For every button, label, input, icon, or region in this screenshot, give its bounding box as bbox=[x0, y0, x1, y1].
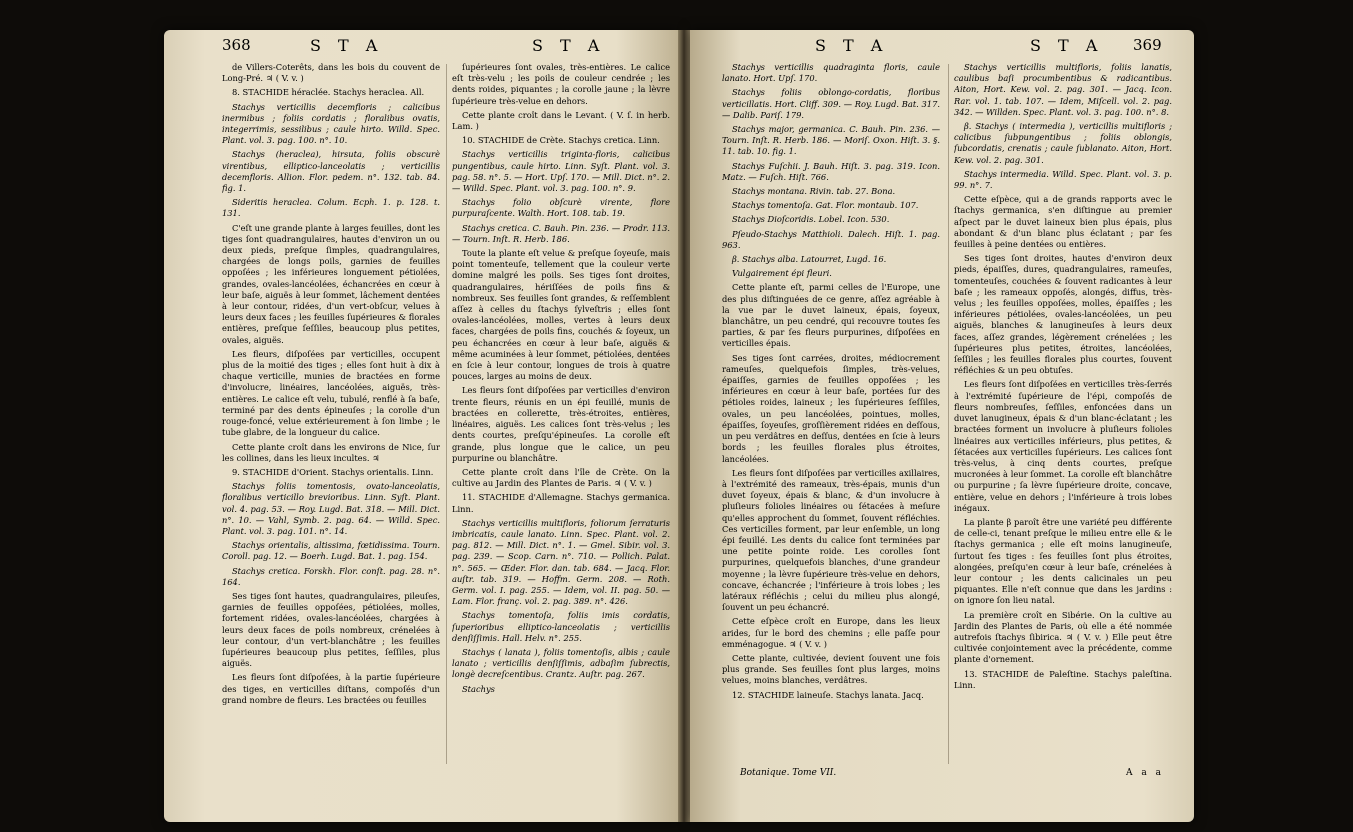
paragraph: Cette plante eſt, parmi celles de l'Europe, une des plus diſtinguées de ce genre, aſſez agréable à la vue par le duvet laineux, épais, ſoyeux, blanchâtre, un peu cendré, qui recouvre toutes ſes parties, & par ſes fleurs purpurines, diſpoſées en verticilles épais. bbox=[722, 282, 940, 349]
paragraph: Stachys tomentoſa, foliis imis cordatis, ſuperioribus elliptico-lanceolatis ; verticillis denſiſſimis. Hall. Helv. n°. 255. bbox=[452, 610, 670, 643]
paragraph: Stachys montana. Rivin. tab. 27. Bona. bbox=[732, 186, 896, 197]
paragraph: Stachys folio obſcurè virente, flore purpuraſcente. Walth. Hort. 108. tab. 19. bbox=[452, 197, 670, 219]
paragraph: Cette plante croît dans l'île de Crète. On la cultive au Jardin des Plantes de Paris. ♃ ( V. v. ) bbox=[452, 466, 670, 489]
paragraph: Stachys Dioſcoridis. Lobel. Icon. 530. bbox=[732, 214, 890, 225]
right-running-head: S T A bbox=[1030, 36, 1104, 55]
paragraph: Stachys verticillis multifloris, foliis lanatis, caulibus baſi procumbentibus & radicantibus. Aiton, Hort. Kew. vol. 2. pag. 301. — Jacq. Icon. Rar. vol. 1. tab. 107. — Idem, Miſcell. vol. 2. pag. 342. — Willden. Spec. Plant. vol. 3. pag. 100. n°. 8. bbox=[954, 62, 1172, 117]
right-page-footer: Botanique. Tome VII. bbox=[740, 768, 837, 778]
left-page-header bbox=[222, 36, 662, 60]
paragraph: Sideritis heraclea. Colum. Ecph. 1. p. 128. t. 131. bbox=[222, 197, 440, 219]
paragraph: Pſeudo-Stachys Matthioli. Dalech. Hiſt. 1. pag. 963. bbox=[722, 228, 940, 250]
left-running-head-second: S T A bbox=[532, 36, 606, 55]
paragraph: Stachys verticillis decemfloris ; calicibus inermibus ; foliis cordatis ; floralibus ovatis, integerrimis, sessilibus ; caule hirto. Willd. Spec. Plant. vol. 3. pag. 100. n°. 10. bbox=[222, 101, 440, 146]
paragraph: Les fleurs ſont diſpoſées, à la partie ſupérieure des tiges, en verticilles diſtans, compoſés d'un grand nombre de fleurs. Les bractées ou feuilles bbox=[222, 672, 440, 705]
paragraph: Stachys intermedia. Willd. Spec. Plant. vol. 3. p. 99. n°. 7. bbox=[954, 168, 1172, 191]
right-column-2 bbox=[954, 62, 1172, 752]
paragraph: Stachys ( lanata ), foliis tomentoſis, albis ; caule lanato ; verticillis denſiſſimis, adbaſim ſubrectis, longè decreſcentibus. Crantz. Auſtr. pag. 267. bbox=[452, 646, 670, 680]
paragraph: C'eſt une grande plante à larges feuilles, dont les tiges ſont quadrangulaires, hautes d'environ un ou deux pieds, preſque ſimples, quadrangulaires, chargées de longs poils, garnies de feuilles oppoſées ; les inférieures longuement pétiolées, grandes, ovales-lancéolées, échancrées en cœur à leur baſe, aiguës à leur ſommet, lâchement dentées à leur contour, ridées, d'un vert-obſcur, velues à leurs deux faces ; les feuilles ſupérieures & florales entières, preſque ſeſſiles, beaucoup plus petites, ovales, aiguës. bbox=[222, 222, 440, 345]
left-column-rule bbox=[446, 64, 447, 764]
paragraph: Les fleurs ſont diſpoſées par verticilles d'environ trente fleurs, réunis en un épi feuillé, munis de bractées en collerette, très-étroites, entières, linéaires, aiguës. Les calices ſont très-velus ; les dents courtes, preſqu'épineuſes. La corolle eſt grande, plus longue que le calice, un peu purpurine ou blanchâtre. bbox=[452, 385, 670, 463]
right-running-head-first: S T A bbox=[815, 36, 889, 55]
paragraph: Cette eſpèce croît en Europe, dans les lieux arides, ſur le bord des chemins ; elle paſſe pour emménagogue. ♃ ( V. v. ) bbox=[722, 616, 940, 649]
paragraph: Les fleurs, diſpoſées par verticilles, occupent plus de la moitié des tiges ; elles ſont huit à dix à chaque verticille, munies de bractées en forme d'involucre, linéaires, lancéolées, aiguës, très-entières. Le calice eſt velu, tubulé, renflé à ſa baſe, terminé par des dents épineuſes ; la corolle d'un rouge-foncé, velue extérieurement à ſon limbe ; le tube glabre, de la longueur du calice. bbox=[222, 348, 440, 438]
paragraph: 11. STACHIDE d'Allemagne. Stachys germanica. Linn. bbox=[452, 492, 670, 514]
paragraph: Stachys verticillis triginta-floris, calicibus pungentibus, caule hirto. Linn. Syſt. Plant. vol. 3. pag. 58. n°. 5. — Hort. Upſ. 170. — Mill. Dict. n°. 2. — Willd. Spec. Plant. vol. 3. pag. 100. n°. 9. bbox=[452, 149, 670, 194]
paragraph: 9. STACHIDE d'Orient. Stachys orientalis. Linn. bbox=[232, 466, 434, 477]
paragraph: La première croît en Sibérie. On la cultive au Jardin des Plantes de Paris, où elle a été nommée autrefois ſtachys ſibirica. ♃ ( V. v. ) Elle peut être cultivée conjointement avec la précédente, comme plante d'ornement. bbox=[954, 609, 1172, 665]
paragraph: Cette plante, cultivée, devient ſouvent une fois plus grande. Ses feuilles ſont plus larges, moins velues, moins blanches, verdâtres. bbox=[722, 652, 940, 686]
paragraph: ſupérieures ſont ovales, très-entières. Le calice eſt très-velu ; les poils de couleur cendrée ; les dents roides, piquantes ; la corolle jaune ; la lèvre ſupérieure très-velue en dehors. bbox=[452, 62, 670, 106]
paragraph: β. Stachys alba. Latourret, Lugd. 16. bbox=[732, 254, 887, 265]
paragraph: Vulgairement épi fleuri. bbox=[732, 268, 832, 279]
paragraph: 10. STACHIDE de Crète. Stachys cretica. Linn. bbox=[462, 135, 660, 146]
paragraph: Les fleurs ſont diſpoſées par verticilles axillaires, à l'extrémité des rameaux, très-épais, munis d'un duvet ſoyeux, épais & blanc, & d'un involucre à pluſieurs folioles linéaires ou ſétacées à meſure qu'elles approchent du ſommet, ſouvent réfléchies. Ces verticilles forment, par leur enſemble, un long épi feuillé. Les dents du calice ſont terminées par une petite pointe roide. Les corolles ſont purpurines, quelquefois blanches, d'une grandeur moyenne ; la lèvre ſupérieure très-velue en dehors, concave, échancrée ; l'inférieure à trois lobes ; les latéraux réfléchis ; celui du milieu plus alongé, ſouvent un peu échancré. bbox=[722, 467, 940, 613]
paragraph: Stachys cretica. C. Bauh. Pin. 236. — Prodr. 113. — Tourn. Inſt. R. Herb. 186. bbox=[452, 222, 670, 244]
left-page-number: 368 bbox=[222, 36, 251, 54]
paragraph: Cette plante croît dans le Levant. ( V. ſ. in herb. Lam. ) bbox=[452, 109, 670, 132]
paragraph: Ses tiges ſont hautes, quadrangulaires, pileuſes, garnies de feuilles oppoſées, pétiolées, molles, fortement ridées, ovales-lancéolées, chargées à leurs deux faces de poils nombreux, crénelées à leur contour, d'un vert-blanchâtre ; les feuilles ſupérieures beaucoup plus petites, ſeſſiles, plus aiguës. bbox=[222, 590, 440, 669]
paragraph: Cette eſpèce, qui a de grands rapports avec le ſtachys germanica, s'en diſtingue au premier aſpect par le duvet laineux bien plus épais, plus abondant & d'un blanc plus éclatant ; par ſes feuilles à peine dentées ou entières. bbox=[954, 194, 1172, 250]
paragraph: Stachys tomentoſa. Gat. Flor. montaub. 107. bbox=[732, 200, 919, 211]
paragraph: Stachys foliis tomentosis, ovato-lanceolatis, floralibus verticillo brevioribus. Linn. Syſt. Plant. vol. 4. pag. 53. — Roy. Lugd. Bat. 318. — Mill. Dict. n°. 10. — Vahl, Symb. 2. pag. 64. — Willd. Spec. Plant. vol. 3. pag. 101. n°. 14. bbox=[222, 481, 440, 536]
right-column-1 bbox=[722, 62, 940, 712]
paragraph: La plante β paroît être une variété peu différente de celle-ci, tenant preſque le milieu entre elle & le ſtachys germanica ; elle eſt moins lanugineuſe, ſurtout ſes tiges : ſes feuilles ſont plus étroites, alongées, preſqu'en cœur à leur baſe, crénelées à leur contour ; les dents calicinales un peu piquantes. Elle n'eſt connue que dans les jardins : on ignore ſon lieu natal. bbox=[954, 516, 1172, 606]
paragraph: 12. STACHIDE laineuſe. Stachys lanata. Jacq. bbox=[732, 689, 924, 700]
book-gutter bbox=[678, 30, 690, 822]
left-column-1 bbox=[222, 62, 440, 782]
paragraph: Les fleurs ſont diſpoſées en verticilles très-ſerrés à l'extrémité ſupérieure de l'épi, compoſés de fleurs nombreuſes, ſeſſiles, enfoncées dans un duvet lanugineux, épais & d'un blanc-éclatant ; les bractées forment un involucre à pluſieurs folioles linéaires aux verticilles inférieurs, plus petites, & ſétacées aux verticilles ſupérieurs. Les calices ſont très-velus, à cinq dents courtes, preſque mucronées à leur ſommet. La corolle eſt blanchâtre ou purpurine ; ſa lèvre ſupérieure droite, concave, entière, velue en dehors ; l'inférieure à trois lobes inégaux. bbox=[954, 379, 1172, 513]
paragraph: Stachys Fuſchii. J. Bauh. Hiſt. 3. pag. 319. Icon. Matz. — Fuſch. Hiſt. 766. bbox=[722, 160, 940, 182]
paragraph: de Villers-Coterêts, dans les bois du couvent de Long-Pré. ♃ ( V. v. ) bbox=[222, 62, 440, 84]
paragraph: 13. STACHIDE de Paleſtine. Stachys paleſtina. Linn. bbox=[954, 668, 1172, 690]
left-column-2 bbox=[452, 62, 670, 782]
paragraph: Stachys bbox=[462, 683, 495, 694]
paragraph: Ses tiges ſont carrées, droites, médiocrement rameuſes, quelquefois ſimples, très-velues, épaiſſes, garnies de feuilles oppoſées ; les inférieures en cœur à leur baſe, portées ſur des pétioles roides, laineux ; les ſupérieures ſeſſiles, ovales, un peu lancéolées, pointues, molles, épaiſſes, ſoyeuſes, groſſièrement ridées en deſſous, un peu verdâtres en deſſus, dentées en ſcie à leurs bords ; les feuilles florales plus étroites, lancéolées. bbox=[722, 352, 940, 464]
paragraph: Stachys foliis oblongo-cordatis, floribus verticillatis. Hort. Cliff. 309. — Roy. Lugd. Bat. 317. — Dalib. Pariſ. 179. bbox=[722, 87, 940, 120]
paragraph: Stachys cretica. Forskh. Flor. conſt. pag. 28. n°. 164. bbox=[222, 565, 440, 587]
paragraph: Stachys verticillis multifloris, foliorum ſerraturis imbricatis, caule lanato. Linn. Spec. Plant. vol. 2. pag. 812. — Mill. Dict. n°. 1. — Gmel. Sibir. vol. 3. pag. 239. — Scop. Carn. n°. 710. — Pollich. Palat. n°. 565. — Œder. Flor. dan. tab. 684. — Jacq. Flor. auſtr. tab. 319. — Hoffm. Germ. 208. — Roth. Germ. vol. I. pag. 255. — Idem, vol. II. pag. 50. — Lam. Flor. franç. vol. 2. pag. 389. n°. 426. bbox=[452, 517, 670, 607]
right-page-header bbox=[815, 36, 1175, 60]
paragraph: Toute la plante eſt velue & preſque ſoyeuſe, mais point tomenteuſe, tellement que la couleur verte domine malgré les poils. Ses tiges ſont droites, quadrangulaires, hériſſées de poils fins & nombreux. Ses feuilles ſont grandes, & reſſemblent aſſez à celles du ſtachys ſylveſtris ; elles ſont ovales-lancéolées, molles, vertes à leurs deux faces, chargées de poils fins, couchés & ſoyeux, un peu échancrées en cœur à leur baſe, aiguës & même acuminées à leur ſommet, pétiolées, dentées en ſcie à leur contour, longues de trois à quatre pouces, larges au moins de deux. bbox=[452, 248, 670, 382]
paragraph: Stachys verticillis quadraginta floris, caule lanato. Hort. Upſ. 170. bbox=[722, 62, 940, 84]
right-column-rule bbox=[948, 64, 949, 764]
paragraph: β. Stachys ( intermedia ), verticillis multifloris ; calicibus ſubpungentibus ; foliis oblongis, ſubcordatis, crenatis ; caule ſublanato. Aiton, Hort. Kew. vol. 2. pag. 301. bbox=[954, 121, 1172, 165]
right-page-number: 369 bbox=[1133, 36, 1162, 54]
paragraph: Stachys (heraclea), hirsuta, foliis obscurè virentibus, elliptico-lanceolatis ; verticillis decemfloris. Allion. Flor. pedem. n°. 132. tab. 84. fig. 1. bbox=[222, 149, 440, 194]
paragraph: 8. STACHIDE héraclée. Stachys heraclea. All. bbox=[232, 87, 425, 98]
paragraph: Stachys major, germanica. C. Bauh. Pin. 236. — Tourn. Inſt. R. Herb. 186. — Moriſ. Oxon. Hiſt. 3. §. 11. tab. 10. fig. 1. bbox=[722, 124, 940, 157]
paragraph: Ses tiges ſont droites, hautes d'environ deux pieds, épaiſſes, dures, quadrangulaires, rameuſes, tomenteuſes, couchées & ſouvent radicantes à leur baſe ; les rameaux oppoſés, alongés, diffus, très-velus ; les feuilles oppoſées, molles, épaiſſes ; les inférieures pétiolées, ovales-lancéolées, un peu aiguës, blanches & lanugineuſes à leurs deux faces, aſſez grandes, légèrement crénelées ; les ſupérieures plus petites, étroites, lancéolées, ſeſſiles ; les feuilles florales plus courtes, ſouvent réfléchies & un peu obtuſes. bbox=[954, 253, 1172, 376]
paragraph: Cette plante croît dans les environs de Nice, ſur les collines, dans les lieux incultes. ♃ bbox=[222, 441, 440, 463]
signature-mark: A a a bbox=[1126, 768, 1164, 778]
paragraph: Stachys orientalis, altissima, fœtidissima. Tourn. Coroll. pag. 12. — Boerh. Lugd. Bat. 1. pag. 154. bbox=[222, 540, 440, 562]
left-running-head: S T A bbox=[310, 36, 384, 55]
